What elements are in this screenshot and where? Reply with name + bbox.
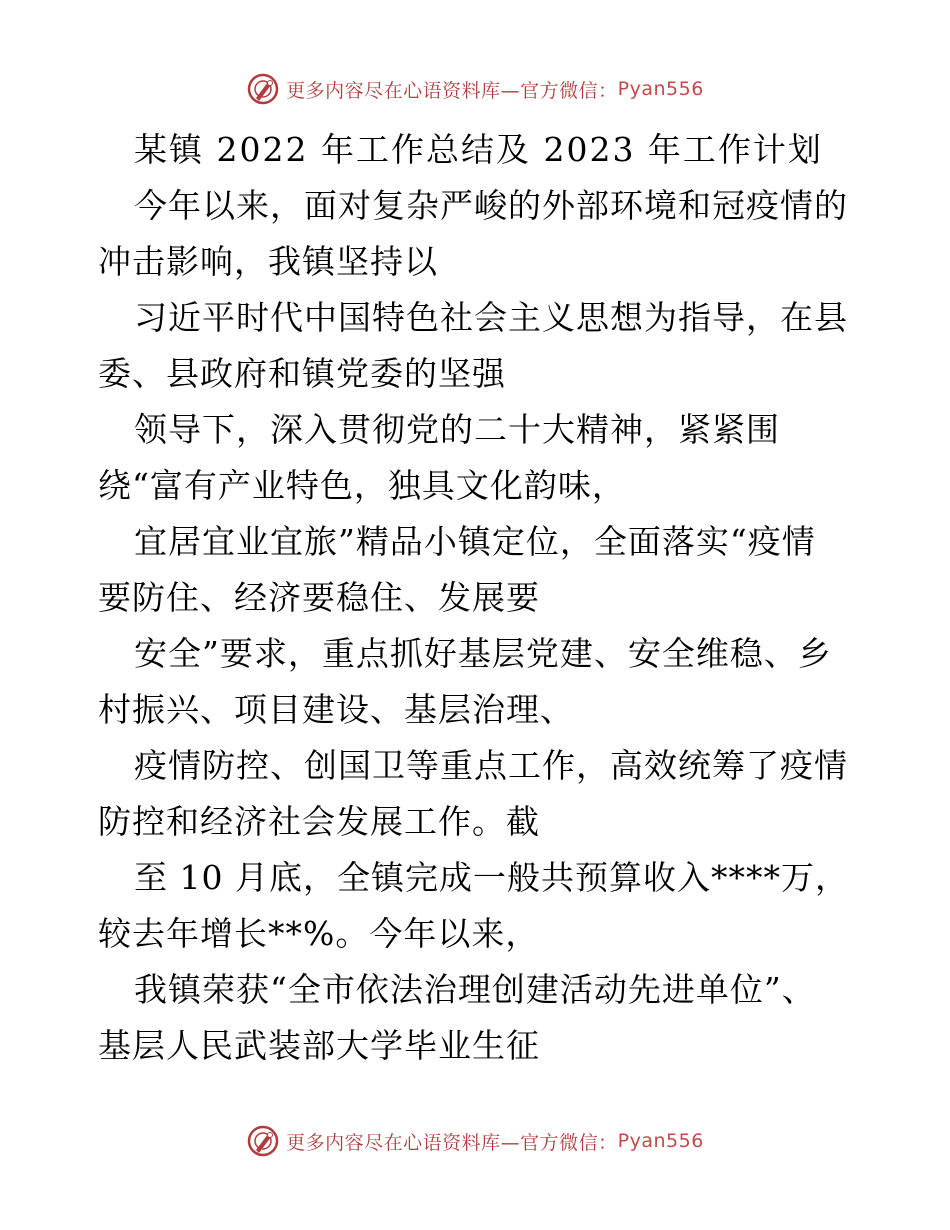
watermark-footer — [0, 1124, 950, 1158]
paragraph-line: 村振兴、项目建设、基层治理、 — [98, 690, 574, 729]
paragraph-line: 防控和经济社会发展工作。截 — [98, 802, 540, 841]
paragraph-line: 疫情防控、创国卫等重点工作，高效统筹了疫情 — [134, 746, 848, 785]
pen-logo-icon — [246, 72, 280, 106]
paragraph-line: 今年以来，面对复杂严峻的外部环境和冠疫情的 — [134, 186, 848, 225]
paragraph-line: 绕“富有产业特色，独具文化韵味， — [98, 466, 626, 505]
document-body — [98, 122, 858, 1074]
paragraph-line: 领导下，深入贯彻党的二十大精神，紧紧围 — [134, 410, 780, 449]
paragraph-line: 较去年增长**%。今年以来， — [98, 914, 540, 953]
paragraph-line: 要防住、经济要稳住、发展要 — [98, 578, 540, 617]
watermark-text: 更多内容尽在心语资料库—官方微信： — [286, 1131, 618, 1154]
paragraph-line: 至 10 月底，全镇完成一般共预算收入****万， — [134, 858, 849, 897]
watermark-header — [0, 72, 950, 106]
watermark-wechat-id: Pyan556 — [617, 78, 704, 100]
paragraph-line: 委、县政府和镇党委的坚强 — [98, 354, 506, 393]
watermark-text: 更多内容尽在心语资料库—官方微信： — [286, 79, 618, 102]
paragraph-line: 习近平时代中国特色社会主义思想为指导，在县 — [134, 298, 848, 337]
paragraph-line: 宜居宜业宜旅”精品小镇定位，全面落实“疫情 — [134, 522, 816, 561]
watermark-wechat-id: Pyan556 — [617, 1130, 704, 1152]
pen-logo-icon — [246, 1124, 280, 1158]
paragraph-line: 冲击影响，我镇坚持以 — [98, 242, 438, 281]
paragraph-line: 基层人民武装部大学毕业生征 — [98, 1026, 540, 1065]
document-title: 某镇 2022 年工作总结及 2023 年工作计划 — [134, 130, 823, 169]
paragraph-line: 安全”要求，重点抓好基层党建、安全维稳、乡 — [134, 634, 832, 673]
paragraph-line: 我镇荣获“全市依法治理创建活动先进单位”、 — [134, 970, 816, 1009]
